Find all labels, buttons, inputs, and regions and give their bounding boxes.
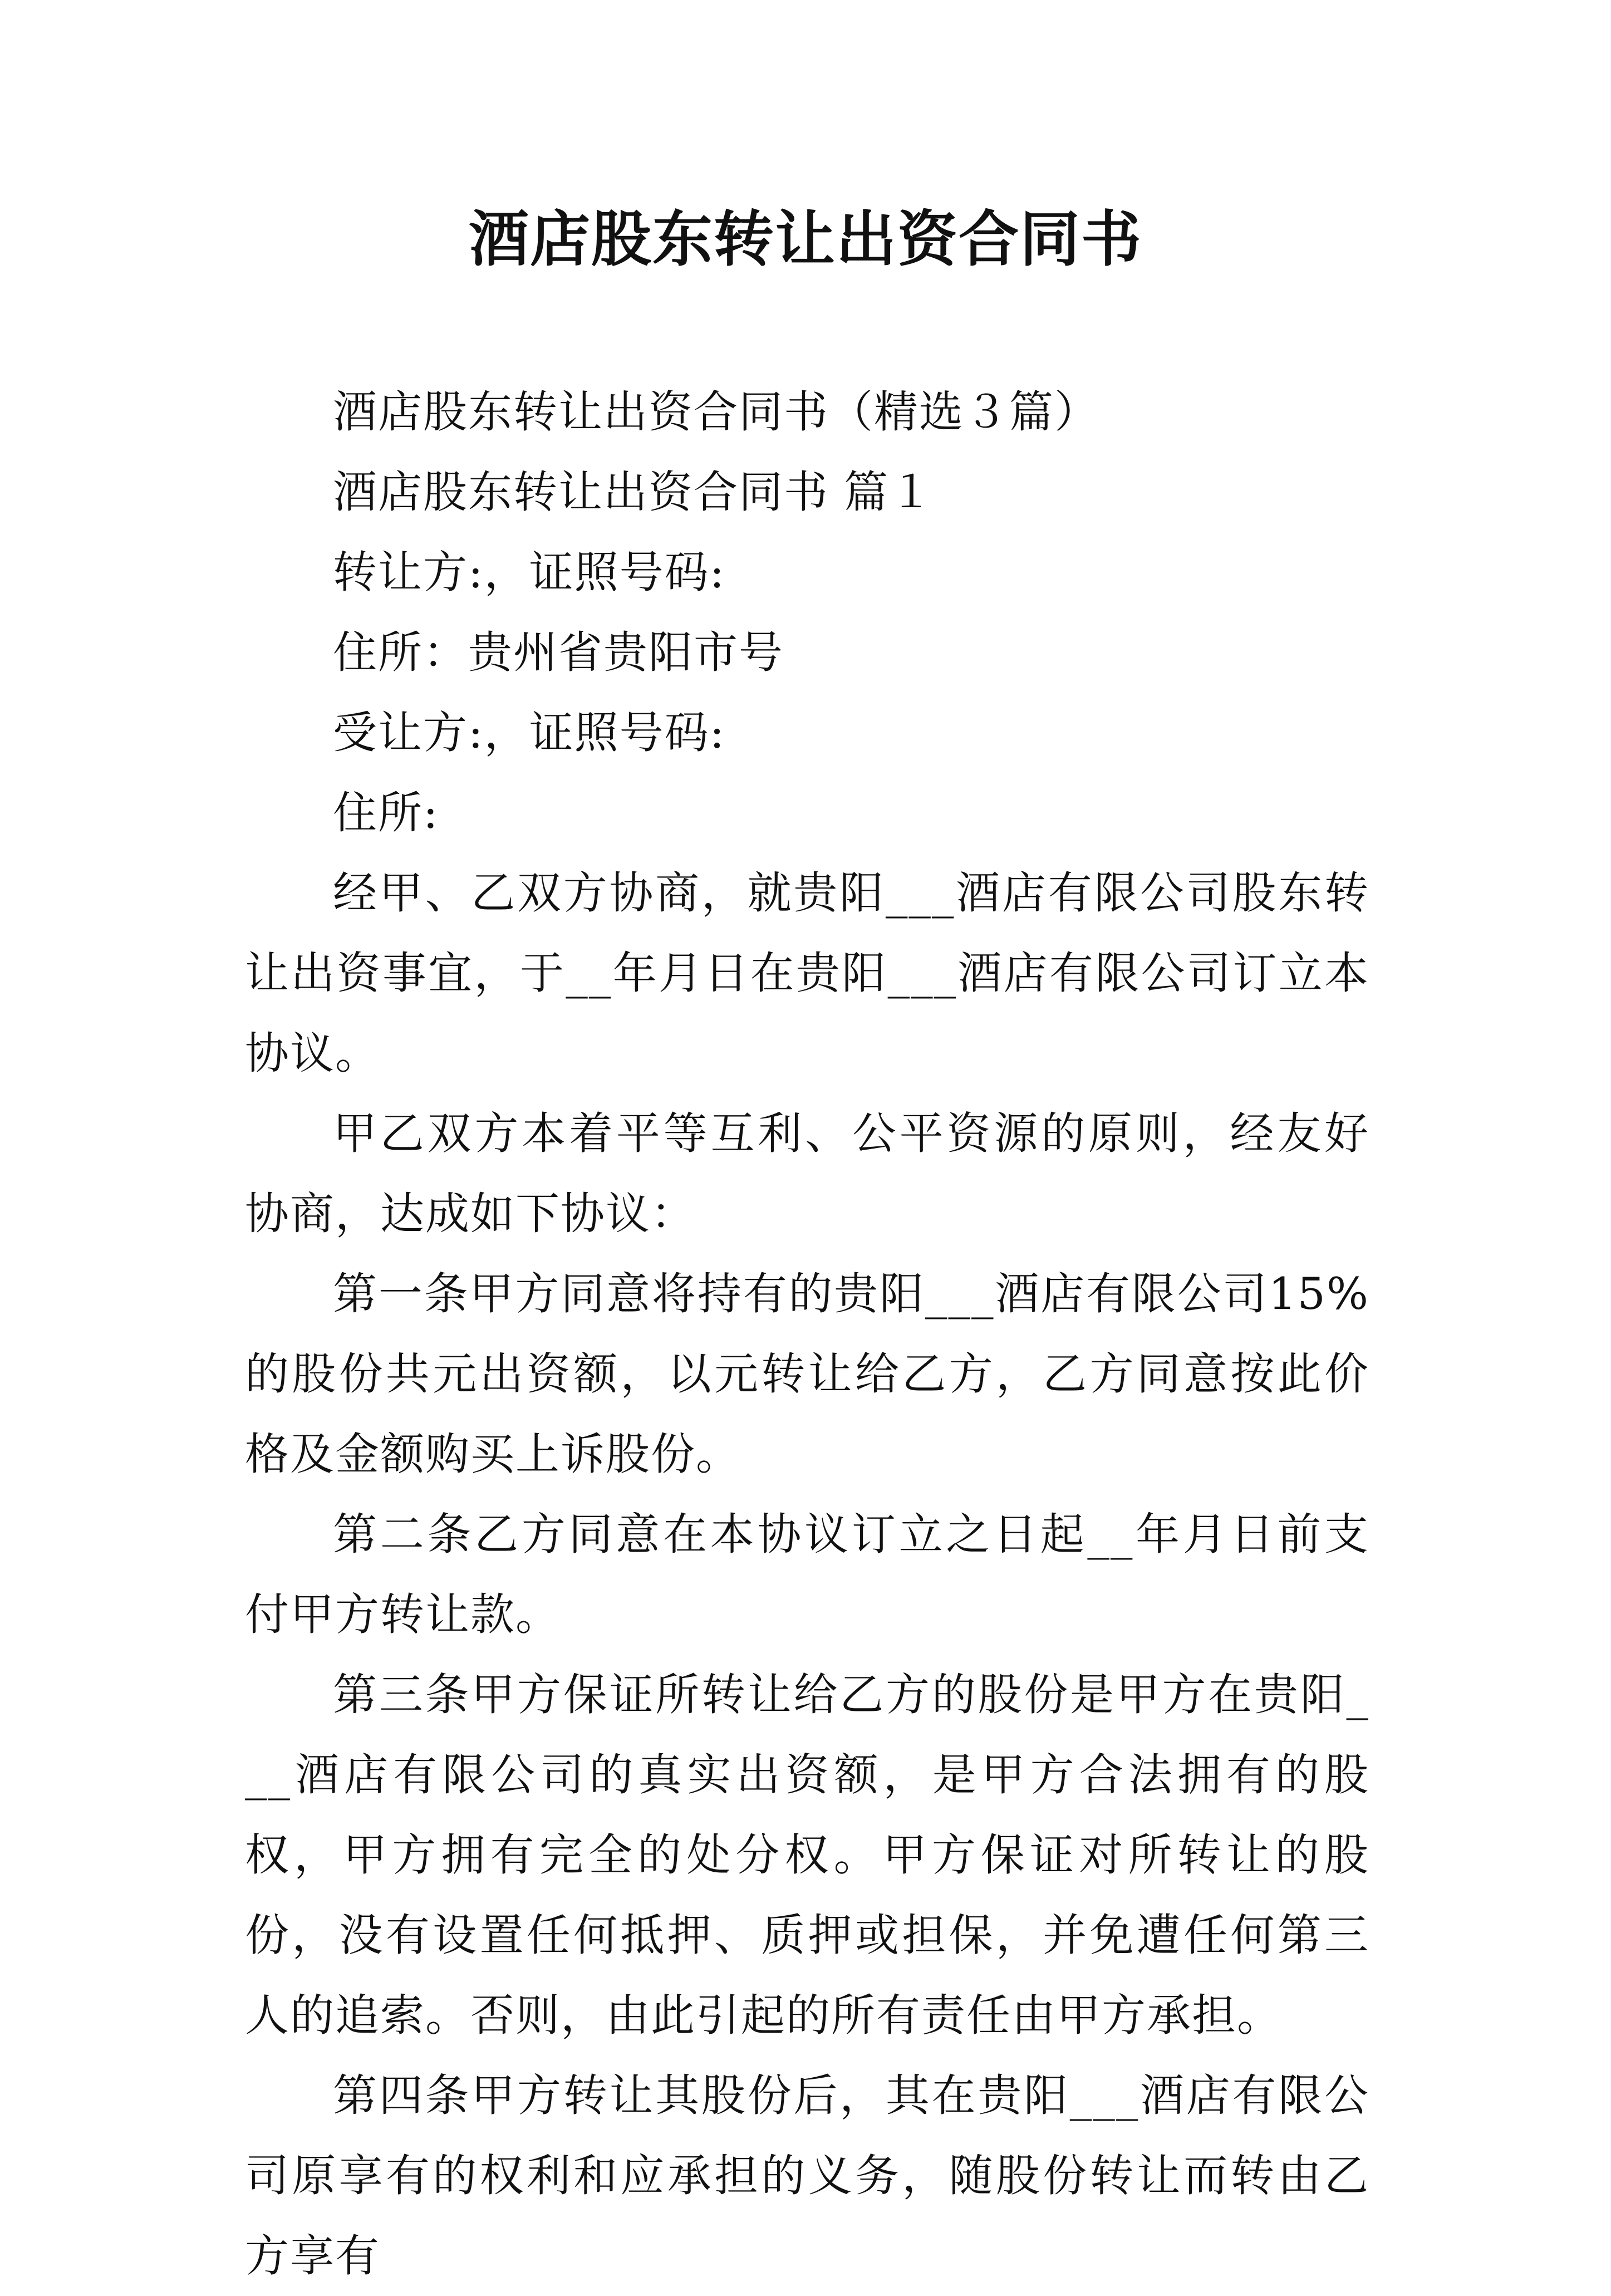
paragraph-transferee: 受让方:，证照号码:	[333, 707, 726, 758]
paragraph-section-heading: 酒店股东转让出资合同书 篇１	[333, 467, 935, 518]
document-title: 酒店股东转让出资合同书	[468, 204, 1142, 274]
document-body	[245, 372, 1369, 2296]
paragraph-preamble: 经甲、乙双方协商，就贵阳___酒店有限公司股东转让出资事宜，于__年月日在贵阳___酒店有限公司订立本协议。	[245, 867, 1369, 1079]
paragraph-principle: 甲乙双方本着平等互利、公平资源的原则，经友好协商，达成如下协议：	[245, 1108, 1369, 1239]
paragraph-article-3: 第三条甲方保证所转让给乙方的股份是甲方在贵阳___酒店有限公司的真实出资额，是甲方合法拥有的股权，甲方拥有完全的处分权。甲方保证对所转让的股份，没有设置任何抵押、质押或担保，并免遭任何第三人的追索。否则，由此引起的所有责任由甲方承担。	[245, 1669, 1369, 2041]
paragraph-article-2: 第二条乙方同意在本协议订立之日起__年月日前支付甲方转让款。	[245, 1509, 1369, 1640]
paragraph-article-4: 第四条甲方转让其股份后，其在贵阳___酒店有限公司原享有的权利和应承担的义务，随股份转让而转由乙方享有	[245, 2070, 1369, 2282]
paragraph-transferee-address: 住所:	[333, 787, 439, 838]
paragraph-transferor-address: 住所：贵州省贵阳市号	[333, 627, 784, 678]
paragraph-article-1: 第一条甲方同意将持有的贵阳___酒店有限公司15%的股份共元出资额，以元转让给乙方，乙方同意按此价格及金额购买上诉股份。	[245, 1268, 1369, 1480]
paragraph-subtitle: 酒店股东转让出资合同书（精选３篇）	[333, 386, 1099, 438]
paragraph-transferor: 转让方:，证照号码:	[333, 547, 726, 598]
